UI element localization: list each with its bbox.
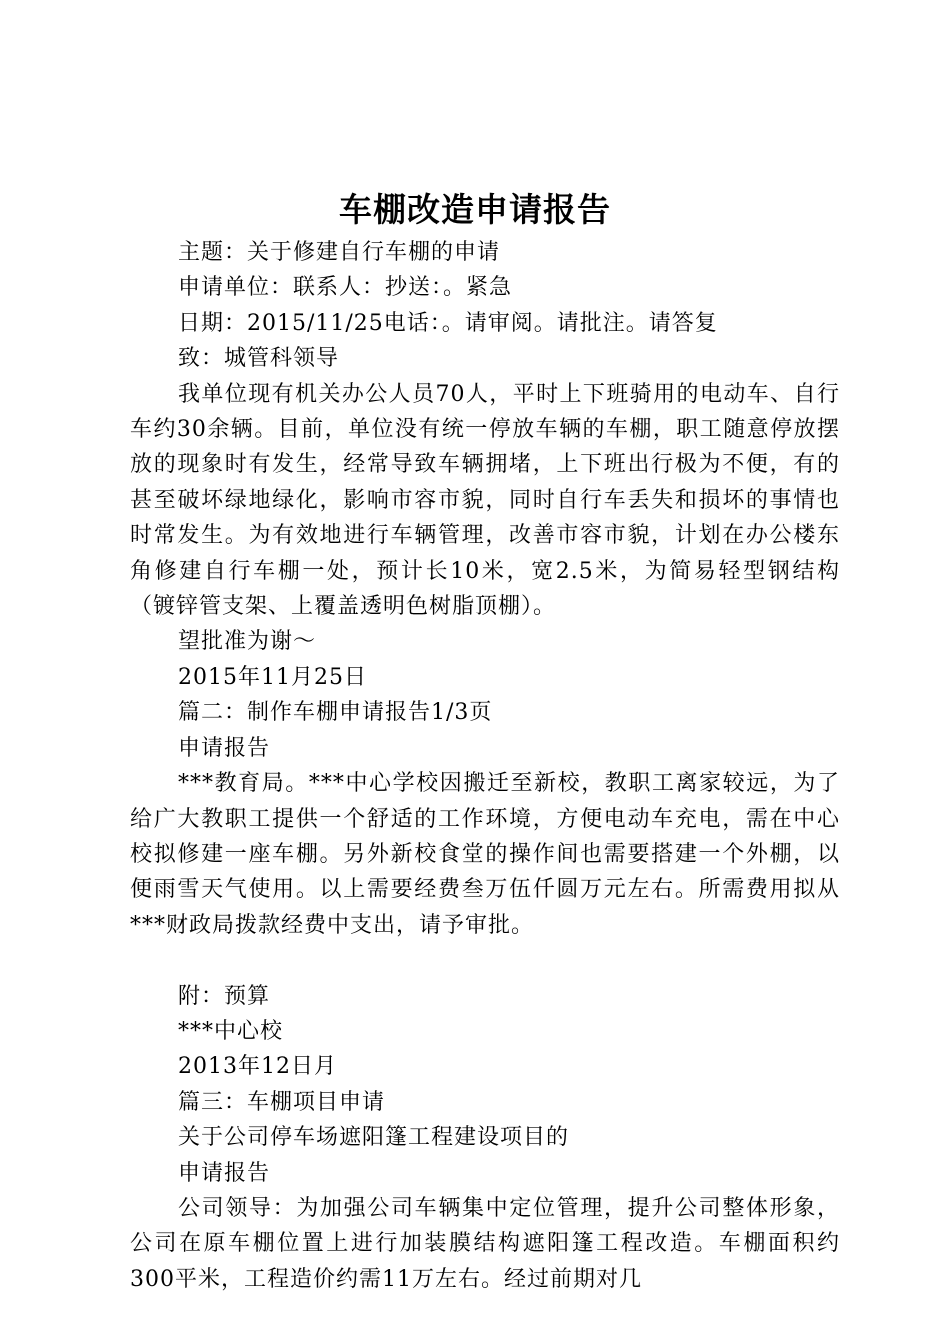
recipient-line: 致：城管科领导 (178, 346, 340, 372)
part-three-heading: 篇三：车棚项目申请 (178, 1089, 386, 1115)
school-signature: ***中心校 (178, 1018, 284, 1044)
blank-line (130, 943, 840, 978)
date-phone-line: 日期：2015/11/25电话：。请审阅。请批注。请答复 (178, 310, 718, 336)
date-line-1: 2015年11月25日 (178, 664, 367, 690)
document-body (130, 235, 840, 1297)
project-subject-line: 关于公司停车场遮阳篷工程建设项目的 (178, 1125, 570, 1151)
paragraph-3: 公司领导：为加强公司车辆集中定位管理，提升公司整体形象，公司在原车棚位置上进行加装膜结构遮阳篷工程改造。车棚面积约300平米，工程造价约需11万左右。经过前期对几 (130, 1195, 840, 1292)
applicant-unit-line: 申请单位：联系人：抄送：。紧急 (178, 275, 513, 301)
paragraph-1: 我单位现有机关办公人员70人，平时上下班骑用的电动车、自行车约30余辆。目前，单位没有统一停放车辆的车棚，职工随意停放摆放的现象时有发生，经常导致车辆拥堵，上下班出行极为不便，有的甚至破坏绿地绿化，影响市容市貌，同时自行车丢失和损坏的事情也时常发生。为有效地进行车辆管理，改善市容市貌，计划在办公楼东角修建自行车棚一处，预计长10米，宽2.5米，为简易轻型钢结构（镀锌管支架、上覆盖透明色树脂顶棚）。 (130, 381, 840, 620)
subject-line: 主题：关于修建自行车棚的申请 (178, 240, 501, 265)
report-title-3: 申请报告 (178, 1160, 271, 1186)
date-line-2: 2013年12日月 (178, 1054, 337, 1080)
document-title: 车棚改造申请报告 (339, 190, 611, 229)
paragraph-2: ***教育局。***中心学校因搬迁至新校，教职工离家较远，为了给广大教职工提供一个舒适的工作环境，方便电动车充电，需在中心校拟修建一座车棚。另外新校食堂的操作间也需要搭建一个外棚，以便雨雪天气使用。以上需要经费叁万伍仟圆万元左右。所需费用拟从***财政局拨款经费中支出，请予审批。 (130, 771, 840, 938)
part-two-heading: 篇二：制作车棚申请报告1/3页 (178, 700, 493, 726)
report-title-2: 申请报告 (178, 735, 271, 761)
attachment-line: 附：预算 (178, 983, 271, 1009)
thanks-line: 望批准为谢～ (178, 629, 317, 655)
